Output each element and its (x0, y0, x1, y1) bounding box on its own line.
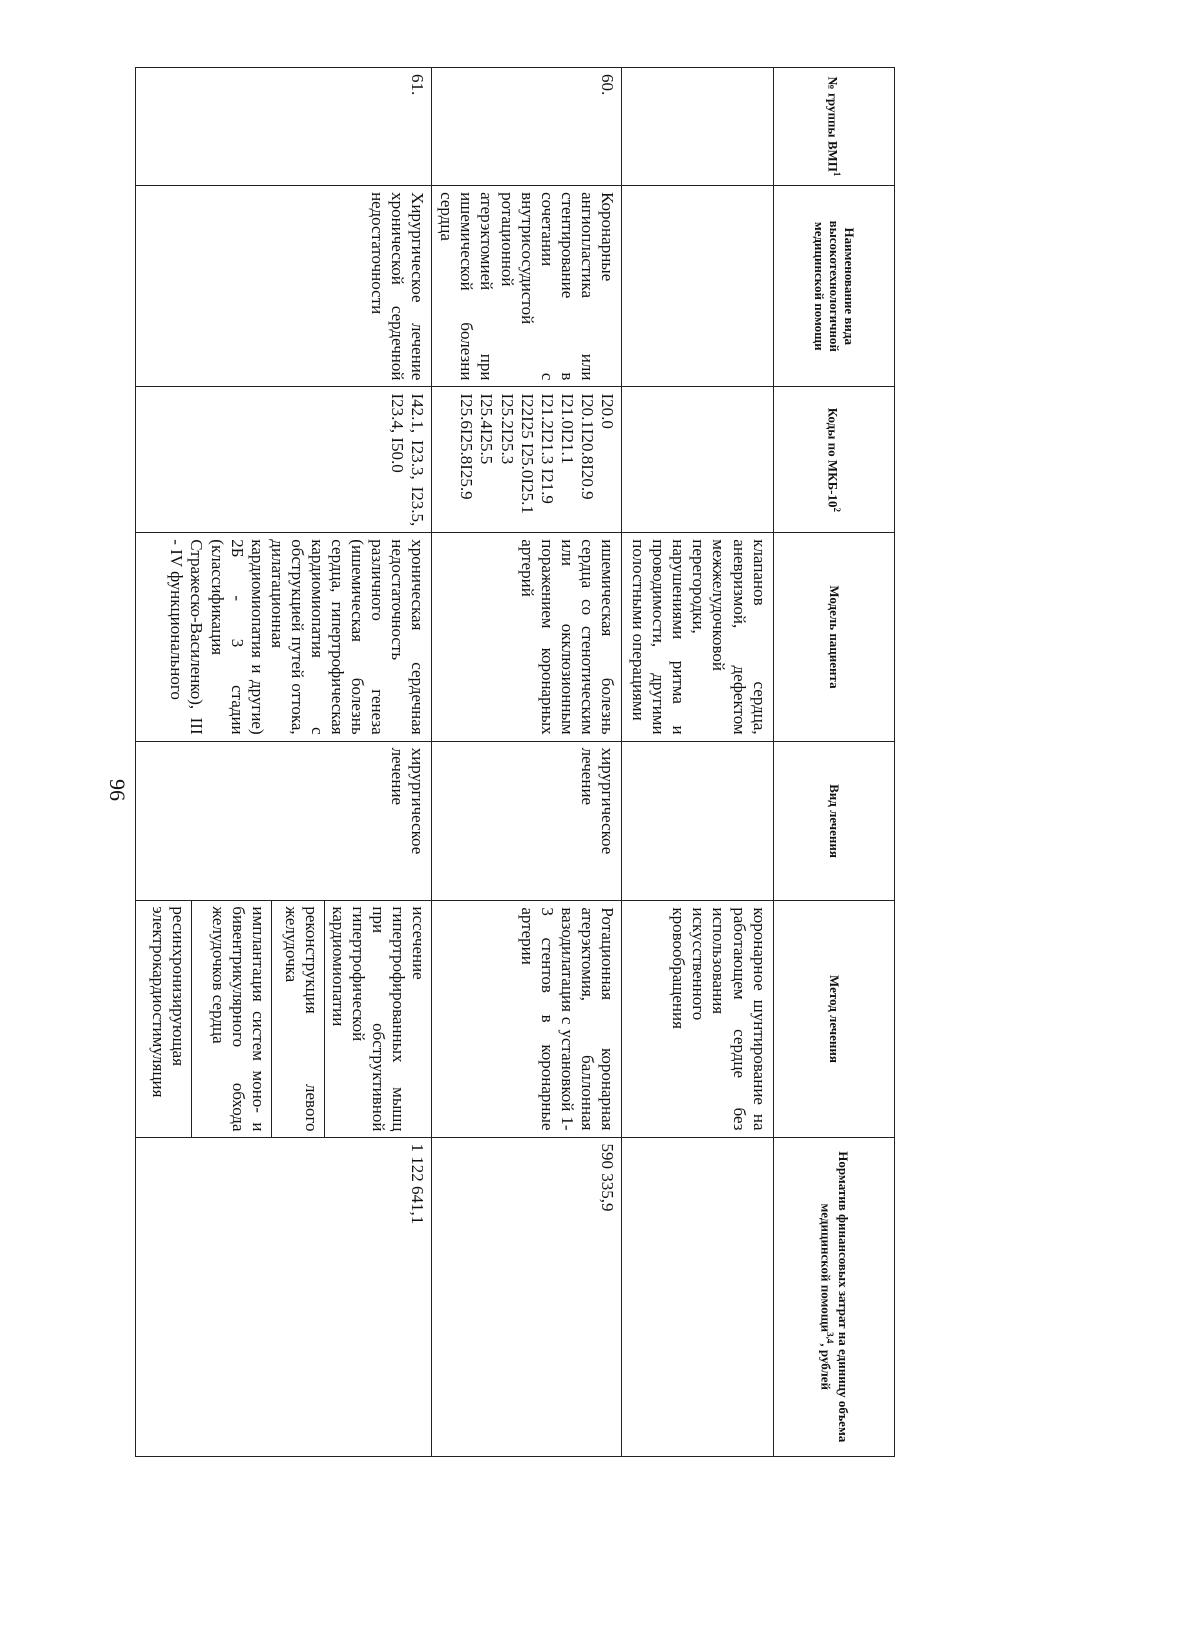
cell-group: 61. (136, 68, 432, 186)
header-method: Метод лечения (773, 901, 894, 1137)
cell-name: Хирургическое лечение хронической сердечной недостаточности (136, 186, 432, 387)
header-row (773, 68, 894, 1457)
cell-cost: 590 335,9 (432, 1137, 622, 1457)
table-row (621, 68, 773, 1457)
cell-treatment-type: хирургическое лечение (136, 741, 432, 901)
cell-cost (621, 1137, 773, 1457)
header-group: № группы ВМП$^1$ (773, 68, 894, 186)
page-number: 96 (105, 779, 130, 801)
method-item: реконструкция левого желудочка (271, 901, 324, 1136)
cell-method: Ротационная коронарная атерэктомия, баллонная вазодилатация с установкой 1-3 стентов в коронарные артерии (432, 901, 622, 1137)
header-codes: Коды по МКБ-$10^2$ (773, 387, 894, 533)
table-row (136, 68, 432, 1457)
header-cost: Норматив финансовых затрат на единицу объема медицинской помощи$^{3,4}$, рублей (773, 1137, 894, 1457)
cell-codes: I20.0 I20.1I20.8I20.9 I21.0I21.1 I21.2I21.3 I21.9 I22I25 I25.0I25.1 I25.2I25.3 I25.4I25.5 I25.6I25.8I25.9 (432, 387, 622, 533)
cell-group (621, 68, 773, 186)
cell-model: ишемическая болезнь сердца со стенотическим или окклюзионным поражением коронарных артерий (432, 533, 622, 741)
cell-name (621, 186, 773, 387)
method-item: ресинхронизирующая электрокардиостимуляция (149, 906, 189, 1098)
cell-codes: I42.1, I23.3, I23.5, I23.4, I50.0 (136, 387, 432, 533)
header-treatment-type: Вид лечения (773, 741, 894, 901)
cell-method-list (136, 901, 432, 1137)
cell-group: 60. (432, 68, 622, 186)
cell-codes (621, 387, 773, 533)
method-item: имплантация систем моно- и бивентрикулярного обхода желудочков сердца (192, 901, 271, 1136)
cell-cost: 1 122 641,1 (136, 1137, 432, 1457)
cell-name: Коронарные ангиопластика или стентирование в сочетании с внутрисосудистой ротационной атерэктомией при ишемической болезни сердца (432, 186, 622, 387)
vmp-table (135, 67, 895, 1457)
table-row (432, 68, 622, 1457)
cell-treatment-type: хирургическое лечение (432, 741, 622, 901)
cell-model: хроническая сердечная недостаточность различного генеза (ишемическая болезнь сердца, гипертрофическая кардиомиопатия с обструкцией путей оттока, дилатационная кардиомиопатия и другие) 2Б - 3 стадии (классификация Стражеско-Василенко), III - IV функционального (136, 533, 432, 741)
method-item: иссечение гипертрофированных мышц при обструктивной гипертрофической кардиомиопатии (324, 901, 431, 1136)
header-name: Наименование вида высокотехнологичной медицинской помощи (773, 186, 894, 387)
cell-method: коронарное шунтирование на работающем сердце без использования искусственного кровообращения (621, 901, 773, 1137)
cell-model: клапанов сердца, аневризмой, дефектом межжелудочковой перегородки, нарушениями ритма и проводимости, другими полостными операциями (621, 533, 773, 741)
cell-treatment-type (621, 741, 773, 901)
header-model: Модель пациента (773, 533, 894, 741)
